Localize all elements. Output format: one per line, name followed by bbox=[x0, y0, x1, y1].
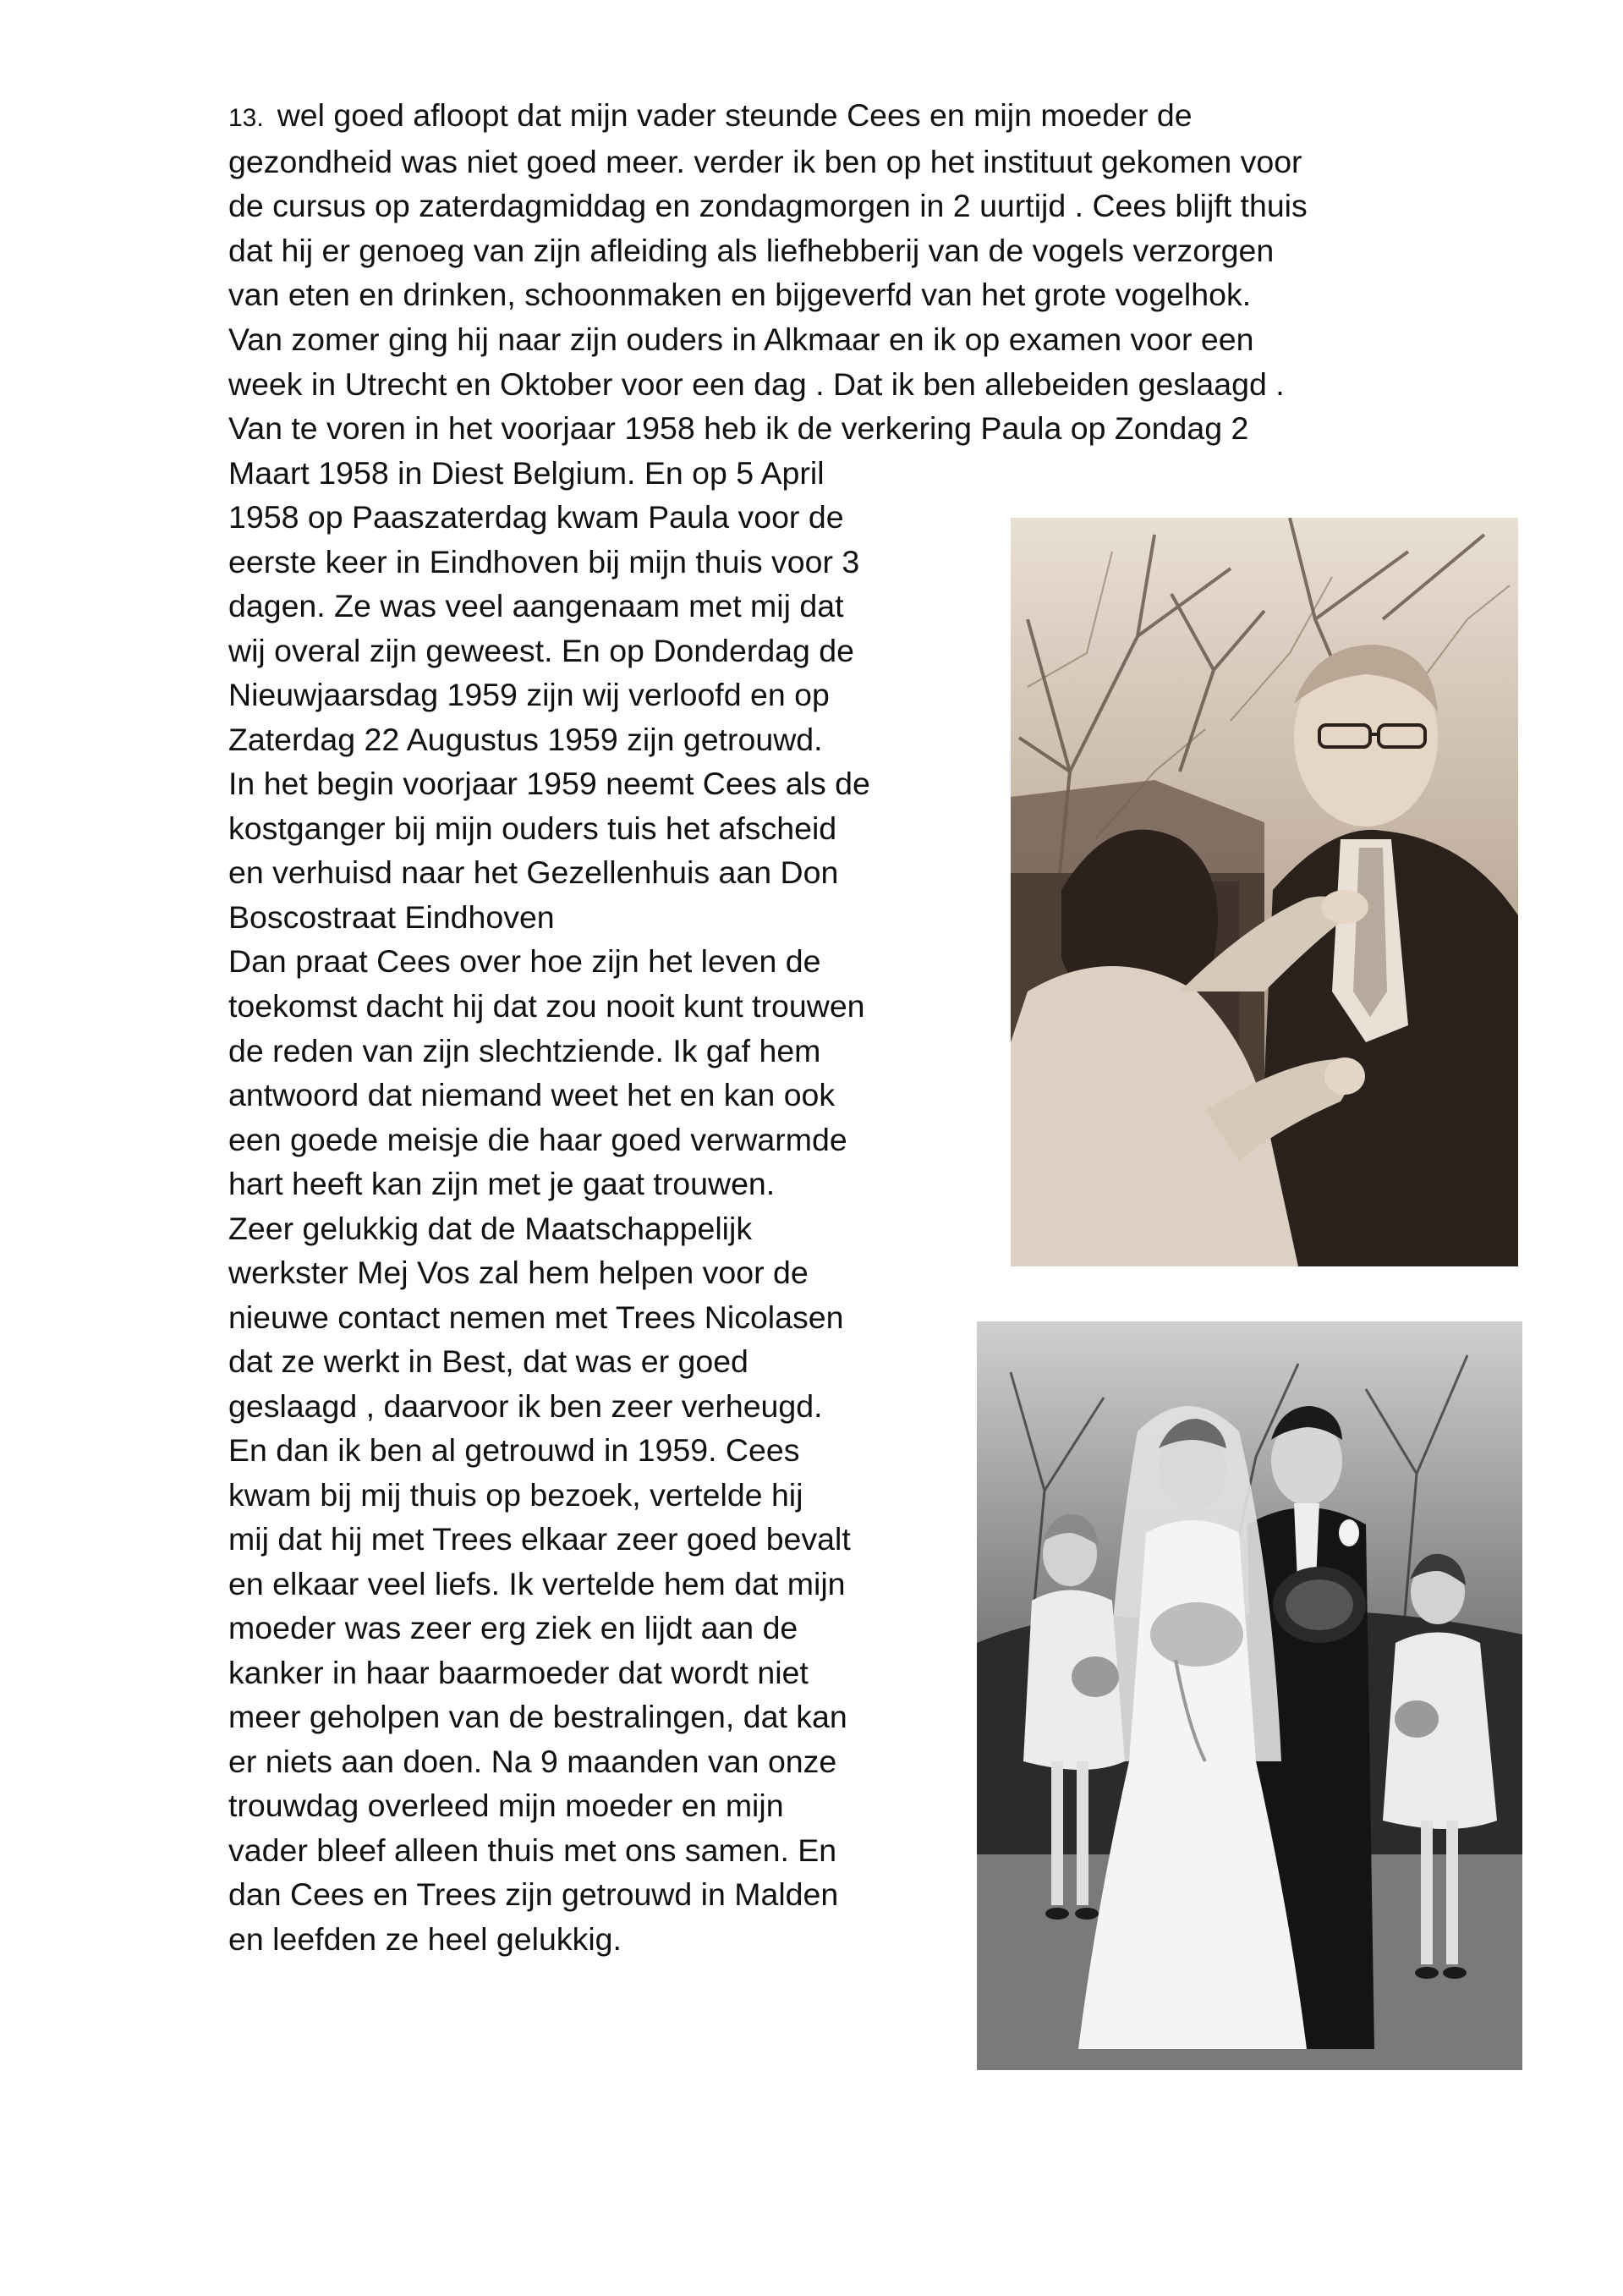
text-line: In het begin voorjaar 1959 neemt Cees als de bbox=[228, 766, 870, 801]
text-line: Van zomer ging hij naar zijn ouders in Alkmaar en ik op examen voor een bbox=[228, 321, 1254, 357]
text-line: antwoord dat niemand weet het en kan ook bbox=[228, 1077, 836, 1112]
text-line: trouwdag overleed mijn moeder en mijn bbox=[228, 1788, 784, 1823]
text-line: de cursus op zaterdagmiddag en zondagmorgen in 2 uurtijd . Cees blijft thuis bbox=[228, 188, 1308, 223]
text-line: Dan praat Cees over hoe zijn het leven de bbox=[228, 943, 821, 979]
text-line: mij dat hij met Trees elkaar zeer goed bevalt bbox=[228, 1521, 851, 1557]
text-line: de reden van zijn slechtziende. Ik gaf hem bbox=[228, 1033, 821, 1068]
text-line: kostganger bij mijn ouders tuis het afscheid bbox=[228, 810, 837, 846]
text-line: 1958 op Paaszaterdag kwam Paula voor de bbox=[228, 499, 844, 535]
text-line: er niets aan doen. Na 9 maanden van onze bbox=[228, 1744, 837, 1779]
text-line: dat ze werkt in Best, dat was er goed bbox=[228, 1343, 748, 1379]
text-line: Van te voren in het voorjaar 1958 heb ik de verkering Paula op Zondag 2 bbox=[228, 410, 1249, 446]
text-line: kanker in haar baarmoeder dat wordt niet bbox=[228, 1655, 809, 1690]
text-line: Maart 1958 in Diest Belgium. En op 5 April bbox=[228, 455, 825, 491]
text-line: moeder was zeer erg ziek en lijdt aan de bbox=[228, 1610, 798, 1645]
text-line: van eten en drinken, schoonmaken en bijgeverfd van het grote vogelhok. bbox=[228, 277, 1252, 312]
text-line: en leefden ze heel gelukkig. bbox=[228, 1921, 622, 1957]
text-line: Zaterdag 22 Augustus 1959 zijn getrouwd. bbox=[228, 722, 823, 757]
text-line: 13. wel goed afloopt dat mijn vader steunde Cees en mijn moeder de bbox=[228, 97, 1193, 133]
text-line: dat hij er genoeg van zijn afleiding als liefhebberij van de vogels verzorgen bbox=[228, 233, 1275, 268]
text-line: wij overal zijn geweest. En op Donderdag de bbox=[228, 633, 855, 668]
text-line: week in Utrecht en Oktober voor een dag . Dat ik ben allebeiden geslaagd . bbox=[228, 366, 1285, 402]
text-line: werkster Mej Vos zal hem helpen voor de bbox=[228, 1255, 809, 1290]
text-line: meer geholpen van de bestralingen, dat kan bbox=[228, 1699, 847, 1734]
text-line: kwam bij mij thuis op bezoek, vertelde hij bbox=[228, 1477, 803, 1513]
text-line: geslaagd , daarvoor ik ben zeer verheugd. bbox=[228, 1388, 823, 1424]
text-line: toekomst dacht hij dat zou nooit kunt trouwen bbox=[228, 988, 865, 1024]
page-number: 13. bbox=[228, 104, 264, 132]
text-line: dagen. Ze was veel aangenaam met mij dat bbox=[228, 588, 844, 623]
text-line: nieuwe contact nemen met Trees Nicolasen bbox=[228, 1299, 844, 1335]
text-line: eerste keer in Eindhoven bij mijn thuis voor 3 bbox=[228, 544, 860, 579]
text-line: vader bleef alleen thuis met ons samen. En bbox=[228, 1832, 837, 1868]
text-line: gezondheid was niet goed meer. verder ik ben op het instituut gekomen voor bbox=[228, 144, 1302, 179]
text-line: een goede meisje die haar goed verwarmde bbox=[228, 1122, 847, 1157]
text-line: hart heeft kan zijn met je gaat trouwen. bbox=[228, 1166, 776, 1201]
text-line: Nieuwjaarsdag 1959 zijn wij verloofd en op bbox=[228, 677, 830, 712]
text-line: Boscostraat Eindhoven bbox=[228, 899, 555, 935]
text-line: en verhuisd naar het Gezellenhuis aan Don bbox=[228, 854, 839, 890]
text-line: dan Cees en Trees zijn getrouwd in Malden bbox=[228, 1876, 839, 1912]
photo-couple-sepia bbox=[1011, 518, 1518, 1266]
text-line: En dan ik ben al getrouwd in 1959. Cees bbox=[228, 1432, 800, 1468]
text-line: Zeer gelukkig dat de Maatschappelijk bbox=[228, 1211, 753, 1246]
photo-wedding-group bbox=[977, 1321, 1522, 2070]
text-line: en elkaar veel liefs. Ik vertelde hem dat mijn bbox=[228, 1566, 846, 1601]
